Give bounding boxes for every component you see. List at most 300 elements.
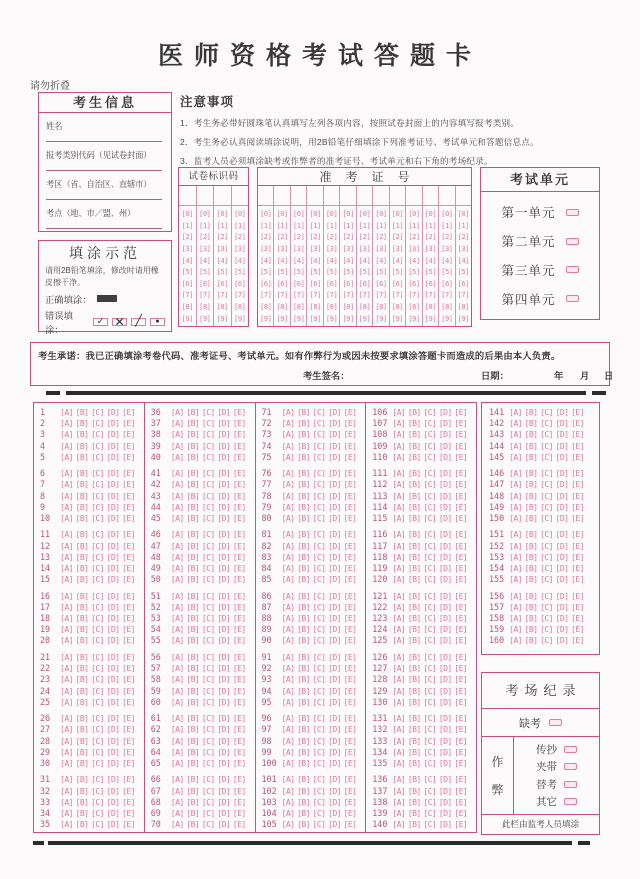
answer-59-D-bubble[interactable]: [D] [217, 685, 231, 696]
answer-159-D-bubble[interactable]: [D] [555, 624, 569, 635]
answer-5-B-bubble[interactable]: [B] [75, 451, 89, 462]
answer-147-D-bubble[interactable]: [D] [555, 479, 569, 490]
answer-91-B-bubble[interactable]: [B] [297, 651, 310, 662]
admission-col5-digit-7-bubble[interactable]: [7] [325, 290, 338, 300]
answer-112-C-bubble[interactable]: [C] [423, 479, 437, 490]
admission-col9-digit-7-bubble[interactable]: [7] [391, 290, 404, 300]
paper-id-col1-write-cell[interactable] [179, 186, 196, 206]
answer-158-D-bubble[interactable]: [D] [555, 613, 569, 624]
answer-25-A-bubble[interactable]: [A] [60, 696, 73, 707]
paper-id-col4-digit-0-bubble[interactable]: [0] [234, 209, 246, 219]
answer-126-B-bubble[interactable]: [B] [407, 651, 421, 662]
answer-24-C-bubble[interactable]: [C] [91, 685, 104, 696]
answer-38-A-bubble[interactable]: [A] [170, 429, 184, 440]
answer-52-E-bubble[interactable]: [E] [232, 601, 246, 612]
admission-col7-digit-7-bubble[interactable]: [7] [358, 290, 371, 300]
answer-53-D-bubble[interactable]: [D] [217, 613, 231, 624]
admission-col11-digit-8-bubble[interactable]: [8] [424, 301, 437, 311]
answer-14-D-bubble[interactable]: [D] [106, 563, 120, 574]
answer-149-A-bubble[interactable]: [A] [509, 501, 522, 512]
answer-13-D-bubble[interactable]: [D] [106, 551, 120, 562]
answer-9-E-bubble[interactable]: [E] [122, 501, 135, 512]
answer-3-E-bubble[interactable]: [E] [122, 429, 135, 440]
answer-95-E-bubble[interactable]: [E] [343, 696, 357, 707]
admission-col11-write-cell[interactable] [423, 186, 438, 206]
answer-145-C-bubble[interactable]: [C] [540, 451, 553, 462]
answer-106-C-bubble[interactable]: [C] [423, 407, 437, 417]
exam-unit-1-bubble[interactable] [566, 209, 579, 216]
answer-157-A-bubble[interactable]: [A] [509, 601, 522, 612]
answer-96-E-bubble[interactable]: [E] [343, 713, 357, 724]
answer-124-A-bubble[interactable]: [A] [392, 624, 406, 635]
admission-col12-digit-9-bubble[interactable]: [9] [441, 313, 453, 323]
answer-8-E-bubble[interactable]: [E] [122, 490, 135, 501]
admission-col2-digit-2-bubble[interactable]: [2] [276, 232, 288, 242]
admission-col6-digit-7-bubble[interactable]: [7] [342, 290, 354, 300]
answer-53-B-bubble[interactable]: [B] [186, 613, 200, 624]
answer-54-E-bubble[interactable]: [E] [232, 624, 246, 635]
answer-58-A-bubble[interactable]: [A] [170, 674, 184, 685]
cheat-item-2-bubble[interactable] [564, 763, 577, 770]
answer-119-B-bubble[interactable]: [B] [407, 563, 421, 574]
answer-72-E-bubble[interactable]: [E] [343, 418, 357, 429]
answer-21-D-bubble[interactable]: [D] [106, 651, 120, 662]
answer-61-D-bubble[interactable]: [D] [217, 713, 231, 724]
paper-id-col4-digit-2-bubble[interactable]: [2] [234, 232, 246, 242]
answer-97-C-bubble[interactable]: [C] [312, 724, 326, 735]
answer-30-C-bubble[interactable]: [C] [91, 757, 104, 768]
answer-70-D-bubble[interactable]: [D] [217, 819, 231, 830]
admission-col2-digit-9-bubble[interactable]: [9] [276, 313, 288, 323]
paper-id-col3-digit-0-bubble[interactable]: [0] [216, 209, 228, 219]
answer-36-B-bubble[interactable]: [B] [186, 407, 200, 417]
answer-54-B-bubble[interactable]: [B] [186, 624, 200, 635]
answer-111-E-bubble[interactable]: [E] [454, 468, 468, 479]
answer-32-E-bubble[interactable]: [E] [122, 785, 135, 796]
answer-72-C-bubble[interactable]: [C] [312, 418, 326, 429]
answer-51-B-bubble[interactable]: [B] [186, 590, 200, 601]
admission-col7-digit-4-bubble[interactable]: [4] [358, 255, 371, 265]
answer-12-D-bubble[interactable]: [D] [106, 540, 120, 551]
answer-139-E-bubble[interactable]: [E] [454, 807, 468, 818]
answer-22-E-bubble[interactable]: [E] [122, 663, 135, 674]
answer-68-A-bubble[interactable]: [A] [170, 796, 184, 807]
answer-55-E-bubble[interactable]: [E] [232, 635, 246, 646]
answer-47-E-bubble[interactable]: [E] [232, 540, 246, 551]
answer-128-E-bubble[interactable]: [E] [454, 674, 468, 685]
answer-3-B-bubble[interactable]: [B] [75, 429, 89, 440]
admission-col8-digit-7-bubble[interactable]: [7] [375, 290, 387, 300]
answer-146-B-bubble[interactable]: [B] [524, 468, 538, 479]
paper-id-col2-digit-1-bubble[interactable]: [1] [199, 220, 211, 230]
answer-84-A-bubble[interactable]: [A] [281, 563, 295, 574]
answer-81-B-bubble[interactable]: [B] [297, 529, 310, 540]
answer-143-C-bubble[interactable]: [C] [540, 429, 553, 440]
answer-88-D-bubble[interactable]: [D] [328, 613, 341, 624]
answer-58-C-bubble[interactable]: [C] [201, 674, 215, 685]
answer-143-D-bubble[interactable]: [D] [555, 429, 569, 440]
answer-118-A-bubble[interactable]: [A] [392, 551, 406, 562]
answer-48-C-bubble[interactable]: [C] [201, 551, 215, 562]
answer-81-D-bubble[interactable]: [D] [328, 529, 341, 540]
admission-col8-digit-2-bubble[interactable]: [2] [375, 232, 387, 242]
answer-73-E-bubble[interactable]: [E] [343, 429, 357, 440]
answer-19-E-bubble[interactable]: [E] [122, 624, 135, 635]
answer-18-D-bubble[interactable]: [D] [106, 613, 120, 624]
admission-col13-digit-9-bubble[interactable]: [9] [457, 313, 470, 323]
answer-20-B-bubble[interactable]: [B] [75, 635, 89, 646]
answer-67-C-bubble[interactable]: [C] [201, 785, 215, 796]
answer-110-C-bubble[interactable]: [C] [423, 451, 437, 462]
answer-117-E-bubble[interactable]: [E] [454, 540, 468, 551]
admission-col12-digit-8-bubble[interactable]: [8] [441, 301, 453, 311]
answer-20-E-bubble[interactable]: [E] [122, 635, 135, 646]
answer-6-A-bubble[interactable]: [A] [60, 468, 73, 479]
answer-20-C-bubble[interactable]: [C] [91, 635, 104, 646]
answer-119-A-bubble[interactable]: [A] [392, 563, 406, 574]
answer-135-C-bubble[interactable]: [C] [423, 757, 437, 768]
admission-col4-digit-2-bubble[interactable]: [2] [309, 232, 321, 242]
answer-40-D-bubble[interactable]: [D] [217, 451, 231, 462]
answer-7-A-bubble[interactable]: [A] [60, 479, 73, 490]
answer-51-A-bubble[interactable]: [A] [170, 590, 184, 601]
answer-79-B-bubble[interactable]: [B] [297, 501, 310, 512]
answer-160-C-bubble[interactable]: [C] [540, 635, 553, 646]
admission-col5-digit-5-bubble[interactable]: [5] [325, 267, 338, 277]
admission-col5-digit-1-bubble[interactable]: [1] [325, 220, 338, 230]
answer-38-B-bubble[interactable]: [B] [186, 429, 200, 440]
paper-id-col2-digit-7-bubble[interactable]: [7] [199, 290, 211, 300]
admission-col2-digit-5-bubble[interactable]: [5] [276, 267, 288, 277]
answer-13-E-bubble[interactable]: [E] [122, 551, 135, 562]
answer-133-D-bubble[interactable]: [D] [438, 735, 452, 746]
answer-97-D-bubble[interactable]: [D] [328, 724, 341, 735]
answer-108-E-bubble[interactable]: [E] [454, 429, 468, 440]
paper-id-col1-digit-7-bubble[interactable]: [7] [181, 290, 193, 300]
admission-col9-digit-9-bubble[interactable]: [9] [391, 313, 404, 323]
answer-157-C-bubble[interactable]: [C] [540, 601, 553, 612]
admission-col11-digit-0-bubble[interactable]: [0] [424, 209, 437, 219]
answer-136-B-bubble[interactable]: [B] [407, 774, 421, 785]
answer-79-D-bubble[interactable]: [D] [328, 501, 341, 512]
answer-138-A-bubble[interactable]: [A] [392, 796, 406, 807]
answer-53-A-bubble[interactable]: [A] [170, 613, 184, 624]
answer-16-A-bubble[interactable]: [A] [60, 590, 73, 601]
admission-col8-write-cell[interactable] [373, 186, 388, 206]
admission-col13-digit-7-bubble[interactable]: [7] [457, 290, 470, 300]
answer-115-C-bubble[interactable]: [C] [423, 512, 437, 523]
answer-89-B-bubble[interactable]: [B] [297, 624, 310, 635]
admission-col12-digit-1-bubble[interactable]: [1] [441, 220, 453, 230]
answer-66-C-bubble[interactable]: [C] [201, 774, 215, 785]
answer-62-E-bubble[interactable]: [E] [232, 724, 246, 735]
answer-15-B-bubble[interactable]: [B] [75, 574, 89, 585]
answer-122-E-bubble[interactable]: [E] [454, 601, 468, 612]
answer-1-C-bubble[interactable]: [C] [91, 407, 104, 417]
paper-id-col2-digit-8-bubble[interactable]: [8] [199, 301, 211, 311]
answer-82-B-bubble[interactable]: [B] [297, 540, 310, 551]
answer-88-E-bubble[interactable]: [E] [343, 613, 357, 624]
answer-119-C-bubble[interactable]: [C] [423, 563, 437, 574]
answer-35-C-bubble[interactable]: [C] [91, 819, 104, 830]
admission-col2-digit-4-bubble[interactable]: [4] [276, 255, 288, 265]
paper-id-col2-digit-3-bubble[interactable]: [3] [199, 243, 211, 253]
admission-col13-digit-1-bubble[interactable]: [1] [457, 220, 470, 230]
answer-152-D-bubble[interactable]: [D] [555, 540, 569, 551]
answer-4-A-bubble[interactable]: [A] [60, 440, 73, 451]
admission-col1-digit-1-bubble[interactable]: [1] [259, 220, 272, 230]
answer-63-D-bubble[interactable]: [D] [217, 735, 231, 746]
answer-158-E-bubble[interactable]: [E] [571, 613, 584, 624]
answer-127-E-bubble[interactable]: [E] [454, 663, 468, 674]
answer-108-C-bubble[interactable]: [C] [423, 429, 437, 440]
answer-104-B-bubble[interactable]: [B] [297, 807, 310, 818]
admission-col3-digit-1-bubble[interactable]: [1] [292, 220, 305, 230]
answer-70-B-bubble[interactable]: [B] [186, 819, 200, 830]
admission-col7-digit-8-bubble[interactable]: [8] [358, 301, 371, 311]
answer-67-D-bubble[interactable]: [D] [217, 785, 231, 796]
answer-25-C-bubble[interactable]: [C] [91, 696, 104, 707]
answer-84-B-bubble[interactable]: [B] [297, 563, 310, 574]
answer-31-D-bubble[interactable]: [D] [106, 774, 120, 785]
answer-64-D-bubble[interactable]: [D] [217, 746, 231, 757]
answer-132-E-bubble[interactable]: [E] [454, 724, 468, 735]
answer-135-D-bubble[interactable]: [D] [438, 757, 452, 768]
answer-155-A-bubble[interactable]: [A] [509, 574, 522, 585]
answer-76-B-bubble[interactable]: [B] [297, 468, 310, 479]
answer-23-A-bubble[interactable]: [A] [60, 674, 73, 685]
answer-31-E-bubble[interactable]: [E] [122, 774, 135, 785]
answer-62-C-bubble[interactable]: [C] [201, 724, 215, 735]
paper-id-col1-digit-8-bubble[interactable]: [8] [181, 301, 193, 311]
answer-139-C-bubble[interactable]: [C] [423, 807, 437, 818]
answer-130-E-bubble[interactable]: [E] [454, 696, 468, 707]
answer-98-E-bubble[interactable]: [E] [343, 735, 357, 746]
answer-53-E-bubble[interactable]: [E] [232, 613, 246, 624]
answer-6-D-bubble[interactable]: [D] [106, 468, 120, 479]
answer-37-B-bubble[interactable]: [B] [186, 418, 200, 429]
answer-34-D-bubble[interactable]: [D] [106, 807, 120, 818]
answer-38-D-bubble[interactable]: [D] [217, 429, 231, 440]
paper-id-col4-digit-8-bubble[interactable]: [8] [234, 301, 246, 311]
answer-108-D-bubble[interactable]: [D] [438, 429, 452, 440]
answer-144-C-bubble[interactable]: [C] [540, 440, 553, 451]
admission-col2-digit-6-bubble[interactable]: [6] [276, 278, 288, 288]
answer-118-D-bubble[interactable]: [D] [438, 551, 452, 562]
answer-107-E-bubble[interactable]: [E] [454, 418, 468, 429]
admission-col1-digit-9-bubble[interactable]: [9] [259, 313, 272, 323]
answer-159-C-bubble[interactable]: [C] [540, 624, 553, 635]
answer-44-C-bubble[interactable]: [C] [201, 501, 215, 512]
paper-id-col1-digit-3-bubble[interactable]: [3] [181, 243, 193, 253]
answer-54-A-bubble[interactable]: [A] [170, 624, 184, 635]
admission-col12-digit-3-bubble[interactable]: [3] [441, 243, 453, 253]
answer-49-B-bubble[interactable]: [B] [186, 563, 200, 574]
answer-132-C-bubble[interactable]: [C] [423, 724, 437, 735]
answer-15-E-bubble[interactable]: [E] [122, 574, 135, 585]
admission-col10-digit-3-bubble[interactable]: [3] [408, 243, 420, 253]
answer-23-E-bubble[interactable]: [E] [122, 674, 135, 685]
answer-29-D-bubble[interactable]: [D] [106, 746, 120, 757]
paper-id-col4-digit-3-bubble[interactable]: [3] [234, 243, 246, 253]
answer-93-E-bubble[interactable]: [E] [343, 674, 357, 685]
answer-26-E-bubble[interactable]: [E] [122, 713, 135, 724]
answer-40-A-bubble[interactable]: [A] [170, 451, 184, 462]
answer-66-E-bubble[interactable]: [E] [232, 774, 246, 785]
answer-128-B-bubble[interactable]: [B] [407, 674, 421, 685]
answer-60-A-bubble[interactable]: [A] [170, 696, 184, 707]
answer-149-D-bubble[interactable]: [D] [555, 501, 569, 512]
answer-60-D-bubble[interactable]: [D] [217, 696, 231, 707]
answer-93-B-bubble[interactable]: [B] [297, 674, 310, 685]
answer-96-B-bubble[interactable]: [B] [297, 713, 310, 724]
admission-col10-digit-0-bubble[interactable]: [0] [408, 209, 420, 219]
answer-78-E-bubble[interactable]: [E] [343, 490, 357, 501]
admission-col5-digit-8-bubble[interactable]: [8] [325, 301, 338, 311]
answer-112-A-bubble[interactable]: [A] [392, 479, 406, 490]
answer-39-A-bubble[interactable]: [A] [170, 440, 184, 451]
answer-22-B-bubble[interactable]: [B] [75, 663, 89, 674]
answer-110-B-bubble[interactable]: [B] [407, 451, 421, 462]
admission-col8-digit-1-bubble[interactable]: [1] [375, 220, 387, 230]
answer-30-D-bubble[interactable]: [D] [106, 757, 120, 768]
answer-84-D-bubble[interactable]: [D] [328, 563, 341, 574]
answer-102-D-bubble[interactable]: [D] [328, 785, 341, 796]
answer-14-E-bubble[interactable]: [E] [122, 563, 135, 574]
admission-col10-digit-8-bubble[interactable]: [8] [408, 301, 420, 311]
answer-130-B-bubble[interactable]: [B] [407, 696, 421, 707]
candidate-field-2-input-line[interactable] [46, 163, 162, 171]
admission-col5-write-cell[interactable] [324, 186, 339, 206]
answer-112-D-bubble[interactable]: [D] [438, 479, 452, 490]
answer-12-C-bubble[interactable]: [C] [91, 540, 104, 551]
answer-34-C-bubble[interactable]: [C] [91, 807, 104, 818]
answer-21-B-bubble[interactable]: [B] [75, 651, 89, 662]
answer-41-A-bubble[interactable]: [A] [170, 468, 184, 479]
paper-id-col1-digit-0-bubble[interactable]: [0] [181, 209, 193, 219]
answer-59-A-bubble[interactable]: [A] [170, 685, 184, 696]
answer-50-A-bubble[interactable]: [A] [170, 574, 184, 585]
answer-2-D-bubble[interactable]: [D] [106, 418, 120, 429]
answer-31-B-bubble[interactable]: [B] [75, 774, 89, 785]
answer-35-B-bubble[interactable]: [B] [75, 819, 89, 830]
answer-149-C-bubble[interactable]: [C] [540, 501, 553, 512]
answer-70-C-bubble[interactable]: [C] [201, 819, 215, 830]
answer-101-D-bubble[interactable]: [D] [328, 774, 341, 785]
answer-51-E-bubble[interactable]: [E] [232, 590, 246, 601]
admission-col2-write-cell[interactable] [274, 186, 289, 206]
admission-col5-digit-0-bubble[interactable]: [0] [325, 209, 338, 219]
answer-133-E-bubble[interactable]: [E] [454, 735, 468, 746]
candidate-field-3-input-line[interactable] [46, 192, 162, 200]
paper-id-col3-digit-2-bubble[interactable]: [2] [216, 232, 228, 242]
answer-147-B-bubble[interactable]: [B] [524, 479, 538, 490]
answer-86-E-bubble[interactable]: [E] [343, 590, 357, 601]
answer-95-D-bubble[interactable]: [D] [328, 696, 341, 707]
admission-col2-digit-8-bubble[interactable]: [8] [276, 301, 288, 311]
admission-col2-digit-7-bubble[interactable]: [7] [276, 290, 288, 300]
answer-131-B-bubble[interactable]: [B] [407, 713, 421, 724]
answer-136-E-bubble[interactable]: [E] [454, 774, 468, 785]
answer-105-D-bubble[interactable]: [D] [328, 819, 341, 830]
admission-col9-digit-6-bubble[interactable]: [6] [391, 278, 404, 288]
paper-id-col2-digit-4-bubble[interactable]: [4] [199, 255, 211, 265]
answer-29-C-bubble[interactable]: [C] [91, 746, 104, 757]
answer-13-B-bubble[interactable]: [B] [75, 551, 89, 562]
answer-3-A-bubble[interactable]: [A] [60, 429, 73, 440]
answer-91-A-bubble[interactable]: [A] [281, 651, 295, 662]
answer-64-A-bubble[interactable]: [A] [170, 746, 184, 757]
answer-85-D-bubble[interactable]: [D] [328, 574, 341, 585]
answer-68-D-bubble[interactable]: [D] [217, 796, 231, 807]
answer-4-E-bubble[interactable]: [E] [122, 440, 135, 451]
answer-127-C-bubble[interactable]: [C] [423, 663, 437, 674]
answer-140-C-bubble[interactable]: [C] [423, 819, 437, 830]
answer-133-B-bubble[interactable]: [B] [407, 735, 421, 746]
answer-113-A-bubble[interactable]: [A] [392, 490, 406, 501]
answer-36-A-bubble[interactable]: [A] [170, 407, 184, 417]
answer-152-E-bubble[interactable]: [E] [571, 540, 584, 551]
answer-42-B-bubble[interactable]: [B] [186, 479, 200, 490]
answer-10-D-bubble[interactable]: [D] [106, 512, 120, 523]
answer-150-A-bubble[interactable]: [A] [509, 512, 522, 523]
answer-104-D-bubble[interactable]: [D] [328, 807, 341, 818]
answer-27-E-bubble[interactable]: [E] [122, 724, 135, 735]
answer-60-B-bubble[interactable]: [B] [186, 696, 200, 707]
answer-121-E-bubble[interactable]: [E] [454, 590, 468, 601]
answer-147-E-bubble[interactable]: [E] [571, 479, 584, 490]
answer-8-A-bubble[interactable]: [A] [60, 490, 73, 501]
answer-17-A-bubble[interactable]: [A] [60, 601, 73, 612]
admission-col3-digit-0-bubble[interactable]: [0] [292, 209, 305, 219]
answer-134-E-bubble[interactable]: [E] [454, 746, 468, 757]
answer-151-B-bubble[interactable]: [B] [524, 529, 538, 540]
answer-152-B-bubble[interactable]: [B] [524, 540, 538, 551]
answer-145-E-bubble[interactable]: [E] [571, 451, 584, 462]
answer-44-E-bubble[interactable]: [E] [232, 501, 246, 512]
answer-109-E-bubble[interactable]: [E] [454, 440, 468, 451]
answer-67-E-bubble[interactable]: [E] [232, 785, 246, 796]
answer-45-A-bubble[interactable]: [A] [170, 512, 184, 523]
answer-63-C-bubble[interactable]: [C] [201, 735, 215, 746]
answer-11-A-bubble[interactable]: [A] [60, 529, 73, 540]
admission-col3-digit-5-bubble[interactable]: [5] [292, 267, 305, 277]
paper-id-col4-digit-5-bubble[interactable]: [5] [234, 267, 246, 277]
answer-41-C-bubble[interactable]: [C] [201, 468, 215, 479]
answer-138-E-bubble[interactable]: [E] [454, 796, 468, 807]
paper-id-col3-digit-3-bubble[interactable]: [3] [216, 243, 228, 253]
admission-col3-digit-8-bubble[interactable]: [8] [292, 301, 305, 311]
answer-110-E-bubble[interactable]: [E] [454, 451, 468, 462]
answer-114-C-bubble[interactable]: [C] [423, 501, 437, 512]
answer-24-D-bubble[interactable]: [D] [106, 685, 120, 696]
answer-32-C-bubble[interactable]: [C] [91, 785, 104, 796]
answer-21-E-bubble[interactable]: [E] [122, 651, 135, 662]
admission-col6-digit-3-bubble[interactable]: [3] [342, 243, 354, 253]
answer-32-B-bubble[interactable]: [B] [75, 785, 89, 796]
answer-81-C-bubble[interactable]: [C] [312, 529, 326, 540]
admission-col4-write-cell[interactable] [307, 186, 322, 206]
admission-col3-digit-7-bubble[interactable]: [7] [292, 290, 305, 300]
admission-col10-digit-1-bubble[interactable]: [1] [408, 220, 420, 230]
admission-col6-digit-0-bubble[interactable]: [0] [342, 209, 354, 219]
answer-2-B-bubble[interactable]: [B] [75, 418, 89, 429]
answer-118-C-bubble[interactable]: [C] [423, 551, 437, 562]
answer-156-A-bubble[interactable]: [A] [509, 590, 522, 601]
answer-49-E-bubble[interactable]: [E] [232, 563, 246, 574]
admission-col13-digit-5-bubble[interactable]: [5] [457, 267, 470, 277]
answer-117-D-bubble[interactable]: [D] [438, 540, 452, 551]
